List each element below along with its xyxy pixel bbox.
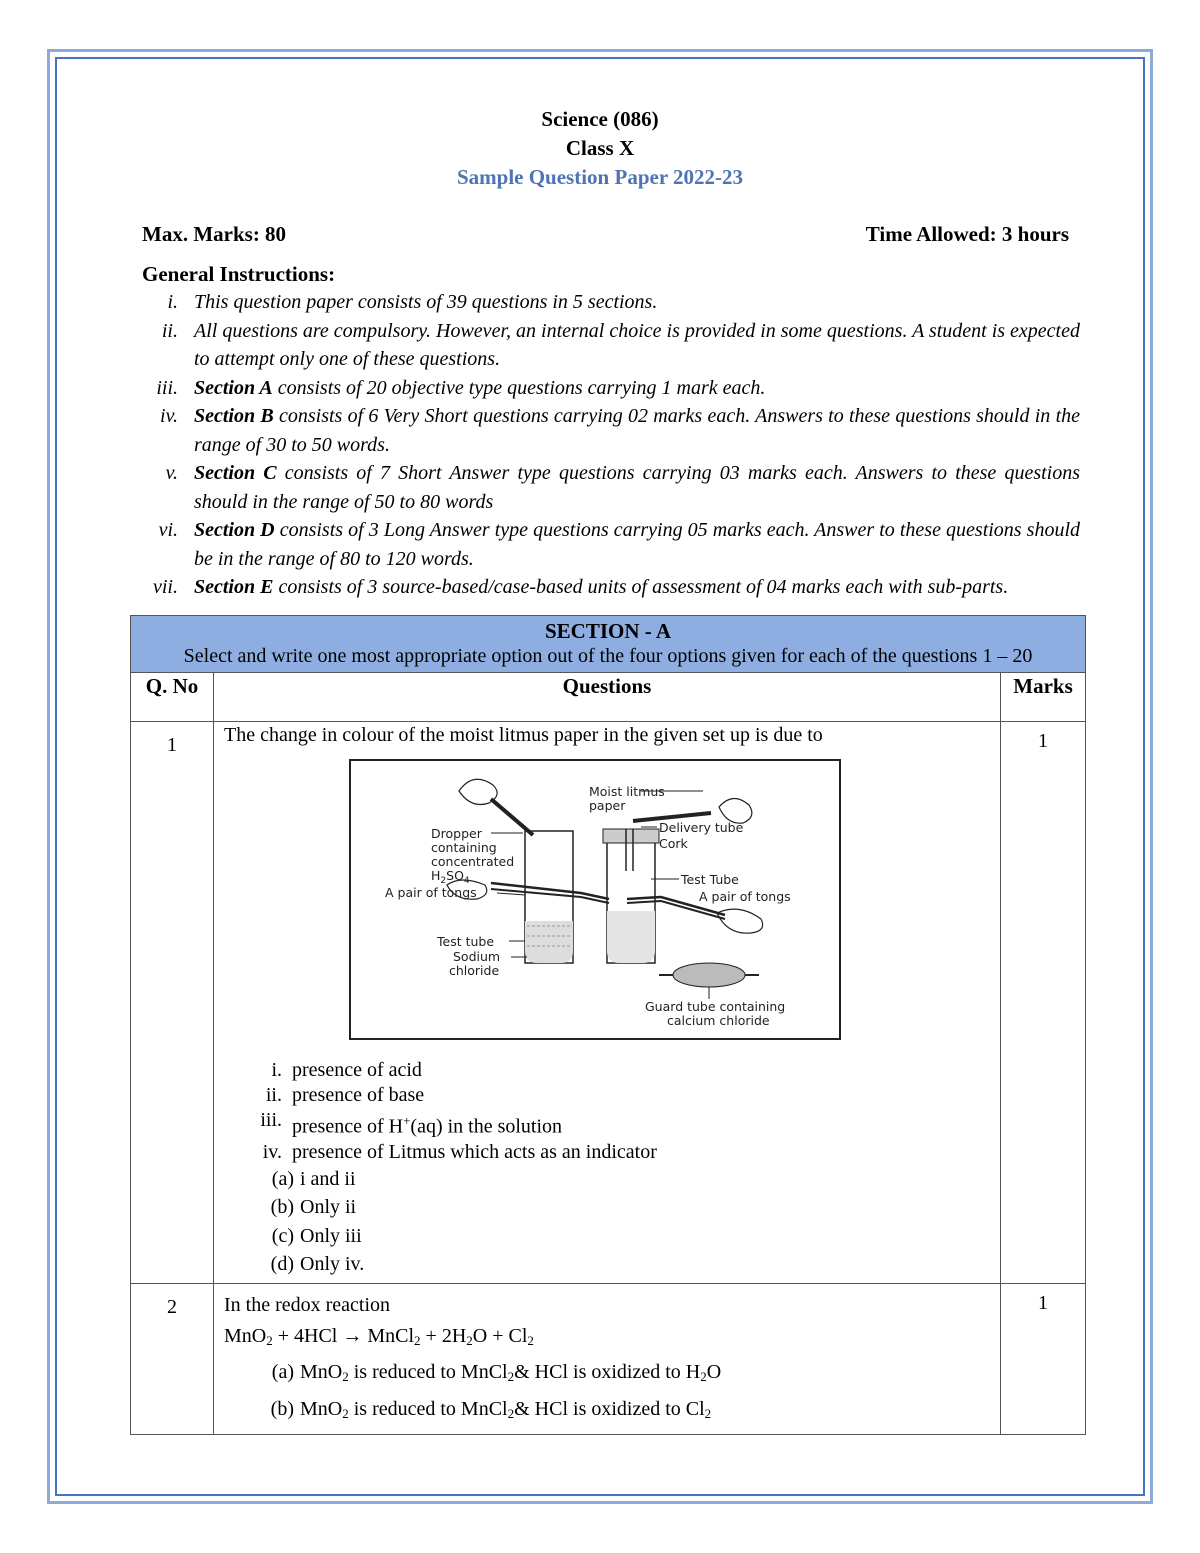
- label-tongs-right: A pair of tongs: [699, 889, 791, 904]
- dropper: [491, 799, 533, 835]
- question-marks: 1: [1001, 722, 1086, 1284]
- label-calcium-chloride: calcium chloride: [667, 1013, 770, 1028]
- label-paper: paper: [589, 798, 626, 813]
- instruction-item: ii. All questions are compulsory. However, an internal choice is provided in some questions. A student is expected to attempt only one of these questions.: [161, 319, 1080, 370]
- label-guard-tube: Guard tube containing: [645, 999, 786, 1014]
- label-delivery-tube: Delivery tube: [659, 820, 744, 835]
- label-dropper: Dropper: [431, 826, 482, 841]
- section-title: SECTION - A: [544, 619, 672, 643]
- col-header-questions: Questions: [214, 673, 1001, 722]
- list-item: ii. presence of base: [265, 1084, 425, 1106]
- list-item: iv. presence of Litmus which acts as an indicator: [262, 1140, 657, 1163]
- table-row: [131, 722, 1086, 1284]
- label-concentrated: concentrated: [431, 854, 515, 869]
- answer-option: (a) MnO$_2$ is reduced to MnCl$_2$& HCl is oxidized to $H_2O$: [271, 1360, 722, 1384]
- guard-tube: [673, 963, 745, 987]
- question-cell: [214, 1283, 1001, 1434]
- experiment-figure: [349, 759, 841, 1040]
- answer-option: (b) Only ii: [270, 1196, 357, 1219]
- instruction-item: vii. Section E consists of 3 source-based/case-based units of assessment of 04 marks each with sub-parts.: [153, 576, 1009, 598]
- answer-option: (d) Only iv.: [270, 1253, 365, 1276]
- question-text: In the redox reaction: [224, 1293, 391, 1316]
- label-moist-litmus: Moist litmus: [589, 784, 665, 799]
- col-header-marks: Marks: [1001, 673, 1086, 722]
- label-h2so4: $H_2SO_4$: [431, 868, 470, 886]
- label-chloride: chloride: [449, 963, 500, 978]
- question-marks: 1: [1001, 1283, 1086, 1434]
- instruction-item: i. This question paper consists of 39 questions in 5 sections.: [167, 291, 658, 313]
- answer-option: (b) MnO$_2$ is reduced to MnCl$_2$& HCl is oxidized to $Cl_2$: [270, 1397, 712, 1421]
- instructions-title: General Instructions:: [142, 262, 336, 286]
- label-test-tube-right: Test Tube: [681, 872, 739, 887]
- cork: [603, 829, 659, 843]
- instruction-item: v. Section C consists of 7 Short Answer type questions carrying 03 marks each. Answers to these questions should in the range of 50 to 80 words: [165, 462, 1081, 513]
- instructions-list: [120, 288, 1080, 602]
- label-sodium: Sodium: [453, 949, 501, 964]
- hand-right-bottom: [717, 909, 763, 933]
- question-number: 2: [131, 1283, 214, 1434]
- instruction-item: iii. Section A consists of 20 objective type questions carrying 1 mark each.: [156, 376, 766, 399]
- time-allowed: Time Allowed: 3 hours: [865, 222, 1069, 246]
- question-cell: [214, 722, 1001, 1284]
- paper-title: Sample Question Paper 2022-23: [456, 165, 744, 189]
- instruction-item: iv. Section B consists of 6 Very Short questions carrying 02 marks each. Answers to these questions should in the range of 30 to 50 words.: [160, 405, 1080, 456]
- col-header-qno: Q. No: [131, 673, 214, 722]
- table-row: [131, 1283, 1086, 1434]
- answer-option: (c) Only iii: [271, 1224, 362, 1247]
- label-cork: Cork: [659, 836, 688, 851]
- subject-title: Science (086): [541, 107, 659, 131]
- list-item: i. presence of acid: [271, 1059, 422, 1081]
- list-item: iii. presence of H+(aq) in the solution: [260, 1109, 563, 1138]
- label-tongs-left: A pair of tongs: [385, 885, 477, 900]
- reaction-equation: MnO$_2$ + 4HCl → MnCl$_2$ + $2H_2O + Cl_2$: [224, 1324, 534, 1348]
- question-text: The change in colour of the moist litmus paper in the given set up is due to: [224, 724, 823, 746]
- label-containing: containing: [431, 840, 497, 855]
- question-number: 1: [131, 722, 214, 1284]
- answer-option: (a) i and ii: [271, 1167, 356, 1190]
- max-marks: Max. Marks: 80: [142, 222, 287, 246]
- instruction-item: vi. Section D consists of 3 Long Answer type questions carrying 05 marks each. Answer to these questions should be in the range of 80 to 120 words.: [158, 519, 1081, 570]
- section-header: [131, 616, 1086, 673]
- questions-table: [130, 615, 1086, 1435]
- label-test-tube-left: Test tube: [437, 934, 495, 949]
- section-subtitle: Select and write one most appropriate option out of the four options given for each of the questions 1 – 20: [183, 645, 1033, 667]
- class-title: Class X: [565, 136, 635, 160]
